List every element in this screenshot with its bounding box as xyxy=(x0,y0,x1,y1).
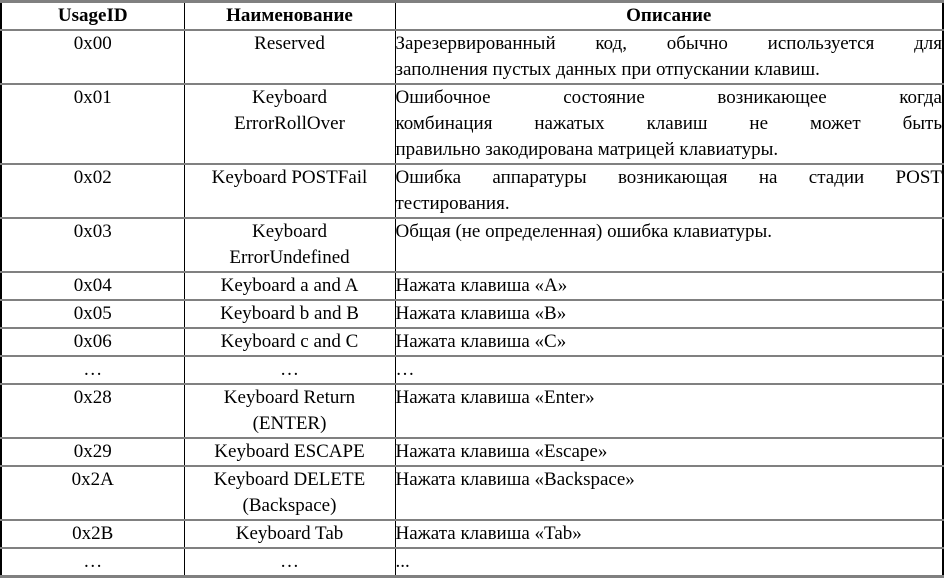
cell-name-line: Keyboard ESCAPE xyxy=(214,441,365,462)
cell-name-line: Keyboard POSTFail xyxy=(211,167,368,188)
column-header-usage-id: UsageID xyxy=(1,2,184,31)
table-body xyxy=(1,30,943,577)
cell-description-line: Зарезервированный код, обычно используется для xyxy=(395,33,942,54)
cell-description xyxy=(395,30,943,84)
cell-name-line: Keyboard xyxy=(252,87,327,108)
table-row xyxy=(1,328,943,356)
table-row xyxy=(1,466,943,520)
cell-name-line: (Backspace) xyxy=(242,495,337,516)
cell-usage-id: 0x28 xyxy=(1,384,184,438)
cell-description xyxy=(395,84,943,164)
cell-description: Нажата клавиша «Enter» xyxy=(395,384,943,438)
cell-name-line: Keyboard a and A xyxy=(220,275,359,296)
cell-name xyxy=(184,272,395,300)
cell-description: Нажата клавиша «B» xyxy=(395,300,943,328)
cell-description: Нажата клавиша «A» xyxy=(395,272,943,300)
cell-name xyxy=(184,164,395,218)
cell-name-line: … xyxy=(280,359,299,380)
cell-name-line: Reserved xyxy=(254,33,325,54)
cell-usage-id: 0x05 xyxy=(1,300,184,328)
cell-description: Общая (не определенная) ошибка клавиатуры. xyxy=(395,218,943,272)
cell-name xyxy=(184,356,395,384)
column-header-description: Описание xyxy=(395,2,943,31)
table-row xyxy=(1,84,943,164)
cell-name xyxy=(184,84,395,164)
table-header-row xyxy=(1,2,943,31)
cell-description-line: правильно закодирована матрицей клавиатуры. xyxy=(395,139,779,160)
cell-usage-id: 0x2A xyxy=(1,466,184,520)
cell-usage-id: 0x06 xyxy=(1,328,184,356)
cell-description-line: заполнения пустых данных при отпускании клавиш. xyxy=(395,59,820,80)
cell-description: Нажата клавиша «Backspace» xyxy=(395,466,943,520)
cell-name-line: Keyboard c and C xyxy=(220,331,359,352)
cell-name xyxy=(184,328,395,356)
cell-name-line: Keyboard Tab xyxy=(235,523,344,544)
cell-usage-id: 0x04 xyxy=(1,272,184,300)
cell-name-line: Keyboard b and B xyxy=(220,303,359,324)
cell-name xyxy=(184,466,395,520)
cell-name xyxy=(184,438,395,466)
cell-name xyxy=(184,384,395,438)
cell-name-line: (ENTER) xyxy=(252,413,327,434)
table-row xyxy=(1,300,943,328)
cell-description: … xyxy=(395,356,943,384)
cell-name-line: Keyboard Return xyxy=(223,387,356,408)
cell-description: Нажата клавиша «C» xyxy=(395,328,943,356)
cell-name-line: Keyboard DELETE xyxy=(213,469,366,490)
cell-description xyxy=(395,164,943,218)
cell-description-line: Ошибка аппаратуры возникающая на стадии POST xyxy=(395,167,942,188)
cell-name xyxy=(184,218,395,272)
table-row xyxy=(1,164,943,218)
cell-name xyxy=(184,30,395,84)
cell-description-line: комбинация нажатых клавиш не может быть xyxy=(395,113,942,134)
cell-name-line: … xyxy=(280,551,299,572)
table-row xyxy=(1,272,943,300)
cell-name-line: ErrorRollOver xyxy=(234,113,345,134)
cell-usage-id: 0x00 xyxy=(1,30,184,84)
cell-name-line: Keyboard xyxy=(252,221,327,242)
cell-name xyxy=(184,548,395,577)
cell-usage-id: 0x02 xyxy=(1,164,184,218)
cell-usage-id: 0x2B xyxy=(1,520,184,548)
cell-description: ... xyxy=(395,551,410,572)
cell-description-line: Ошибочное состояние возникающее когда xyxy=(395,87,942,108)
table-row xyxy=(1,520,943,548)
table-row xyxy=(1,438,943,466)
table-row xyxy=(1,384,943,438)
table-row xyxy=(1,356,943,384)
column-header-name: Наименование xyxy=(184,2,395,31)
cell-usage-id: 0x03 xyxy=(1,218,184,272)
cell-usage-id: … xyxy=(1,356,184,384)
cell-description-line: тестирования. xyxy=(395,193,510,214)
cell-name xyxy=(184,520,395,548)
cell-usage-id: 0x29 xyxy=(1,438,184,466)
table-row xyxy=(1,30,943,84)
cell-description: Нажата клавиша «Escape» xyxy=(395,438,943,466)
cell-usage-id: … xyxy=(1,548,184,577)
cell-name-line: ErrorUndefined xyxy=(229,247,350,268)
cell-usage-id: 0x01 xyxy=(1,84,184,164)
table-row xyxy=(1,548,943,577)
cell-name xyxy=(184,300,395,328)
table-row xyxy=(1,218,943,272)
cell-description: Нажата клавиша «Tab» xyxy=(395,520,943,548)
